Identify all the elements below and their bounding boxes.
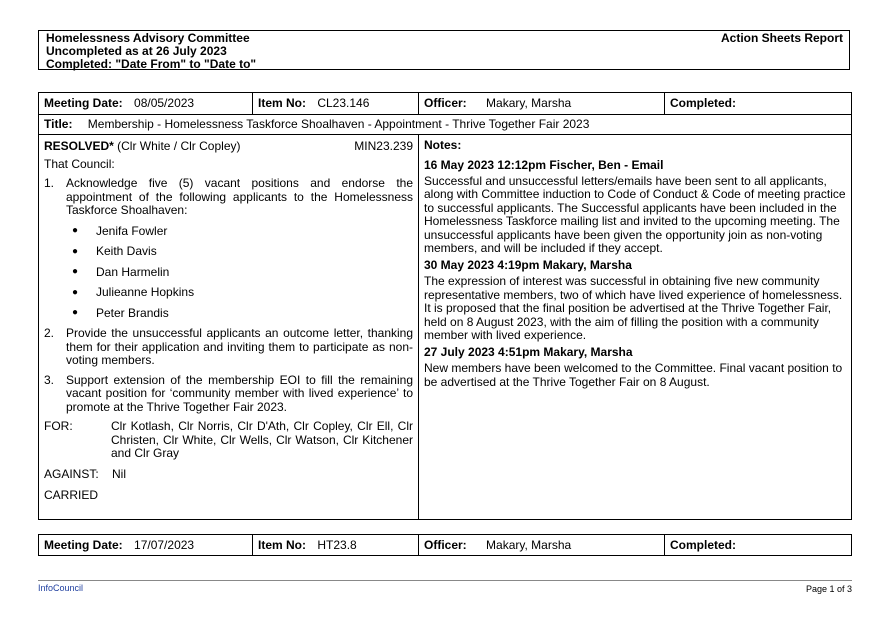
bullet-icon: ● <box>72 286 79 298</box>
completed-range: Completed: "Date From" to "Date to" <box>46 57 257 71</box>
item1-meeting-date-cell <box>39 93 253 114</box>
item2-meeting-date-cell <box>39 535 253 555</box>
point-number: 2. <box>44 326 55 340</box>
meeting-date-label: Meeting Date: <box>44 538 123 552</box>
minute-number: MIN23.239 <box>354 139 413 153</box>
note-heading: 27 July 2023 4:51pm Makary, Marsha <box>424 345 633 360</box>
point-number: 3. <box>44 372 55 387</box>
item1-meta-row <box>39 93 851 115</box>
meeting-date-value: 08/05/2023 <box>134 96 195 110</box>
action-item-2 <box>38 534 852 556</box>
carried: CARRIED <box>44 488 99 502</box>
for-label: FOR: <box>44 419 73 433</box>
officer-value: Makary, Marsha <box>486 538 572 552</box>
officer-label: Officer: <box>424 96 467 110</box>
item1-title-row <box>39 115 851 135</box>
resolution-column <box>39 135 419 519</box>
item-no-value: HT23.8 <box>317 538 357 552</box>
item2-meta-row <box>39 535 851 555</box>
resolution-point-2 <box>44 327 413 368</box>
note-heading: 30 May 2023 4:19pm Makary, Marsha <box>424 258 632 273</box>
item-no-label: Item No: <box>258 538 306 552</box>
bullet-icon: ● <box>72 225 79 237</box>
note-text: Successful and unsuccessful letters/emails have been sent to all applicants, along with Committee induction to Code of Conduct & Code of meeting practice to successful applicants. The Successful applicants have been included in the Homelessness Taskforce mailing list and invited to the upcoming meeting. The unsuccessful applicants have been given the opportunity join as non-voting members, and will be included if they accept. <box>424 174 846 256</box>
item1-item-no-cell <box>253 93 419 114</box>
officer-value: Makary, Marsha <box>486 96 572 110</box>
notes-label: Notes: <box>424 138 462 152</box>
applicant-item: ● Jenifa Fowler <box>72 223 168 238</box>
note-heading: 16 May 2023 12:12pm Fischer, Ben - Email <box>424 158 664 172</box>
report-header <box>38 30 850 70</box>
officer-label: Officer: <box>424 538 467 552</box>
vote-against <box>44 468 413 482</box>
resolution-point-1 <box>44 177 413 218</box>
resolution-point-3 <box>44 374 413 415</box>
resolved-line <box>44 139 413 157</box>
resolved-movers: (Clr White / Clr Copley) <box>117 139 241 153</box>
meeting-date-value: 17/07/2023 <box>134 538 195 552</box>
item1-completed-cell <box>665 93 851 114</box>
completed-label: Completed: <box>670 538 736 552</box>
applicant-item: ● Keith Davis <box>72 244 157 259</box>
bullet-icon: ● <box>72 266 79 278</box>
against-label: AGAINST: <box>44 466 99 481</box>
bullet-icon: ● <box>72 307 79 319</box>
point-text: Provide the unsuccessful applicants an outcome letter, thanking them for their application and inviting them to participate as non-voting members. <box>66 326 413 367</box>
completed-label: Completed: <box>670 96 736 110</box>
point-number: 1. <box>44 176 55 190</box>
vote-for <box>44 420 413 461</box>
item1-officer-cell <box>419 93 665 114</box>
resolved-label: RESOLVED* <box>44 139 114 153</box>
applicant-item: ● Julieanne Hopkins <box>72 285 195 300</box>
report-type: Action Sheets Report <box>720 31 843 45</box>
applicant-item: ● Dan Harmelin <box>72 264 170 279</box>
meeting-date-label: Meeting Date: <box>44 96 123 110</box>
item1-title-cell <box>39 115 851 134</box>
footer-brand: InfoCouncil <box>38 583 84 593</box>
item2-completed-cell <box>665 535 851 555</box>
applicant-item: ● Peter Brandis <box>72 305 169 320</box>
bullet-icon: ● <box>72 245 79 257</box>
page-number: Page 1 of 3 <box>805 584 852 594</box>
item2-officer-cell <box>419 535 665 555</box>
notes-column <box>419 135 851 519</box>
action-item-1 <box>38 92 852 520</box>
point-text: Acknowledge five (5) vacant positions and endorse the appointment of the following applicants to the Homelessness Taskforce Shoalhaven: <box>66 176 413 217</box>
title-label: Title: <box>44 117 73 131</box>
committee-name: Homelessness Advisory Committee <box>46 31 250 45</box>
for-value: Clr Kotlash, Clr Norris, Clr D'Ath, Clr Copley, Clr Ell, Clr Christen, Clr White, Clr Wells, Clr Watson, Clr Kitchener and Clr Gray <box>111 419 413 460</box>
note-text: New members have been welcomed to the Committee. Final vacant position to be advertised at the Thrive Together Fair on 8 August. <box>424 361 843 389</box>
that-council: That Council: <box>44 157 115 171</box>
point-text: Support extension of the membership EOI to fill the remaining vacant position for ‘community member with lived experience’ to promote at the Thrive Together Fair 2023. <box>66 372 413 414</box>
item-no-value: CL23.146 <box>317 96 370 110</box>
uncompleted-date: Uncompleted as at 26 July 2023 <box>46 44 227 58</box>
against-value: Nil <box>112 466 126 481</box>
item2-item-no-cell <box>253 535 419 555</box>
item-no-label: Item No: <box>258 96 306 110</box>
report-header-left <box>46 32 256 71</box>
title-value: Membership - Homelessness Taskforce Shoalhaven - Appointment - Thrive Together Fair 2023 <box>87 117 590 131</box>
note-text: The expression of interest was successful in obtaining five new community representative members, two of which have lived experience of homelessness. It is proposed that the final position be advertised at the Thrive Together Fair, held on 8 August 2023, with the aim of filling the position with a community member with lived experience. <box>424 274 843 343</box>
item1-body-row <box>39 135 851 519</box>
footer-divider <box>38 580 852 581</box>
